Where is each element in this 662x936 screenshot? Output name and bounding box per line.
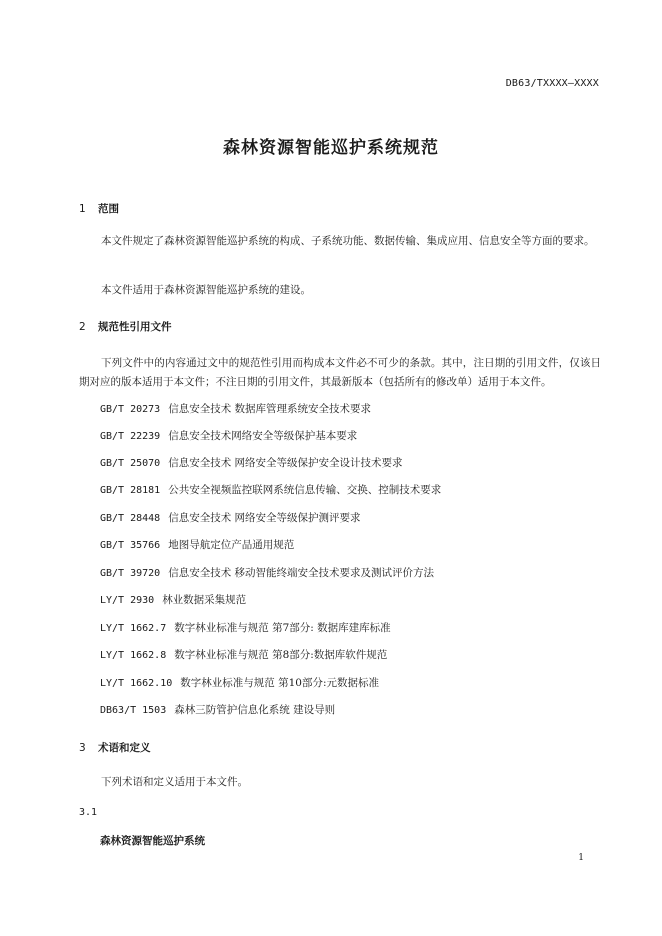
- reference-title: 信息安全技术 网络安全等级保护安全设计技术要求: [168, 457, 403, 469]
- term-name: 森林资源智能巡护系统: [100, 835, 205, 847]
- reference-item: [100, 482, 441, 497]
- reference-code: LY/T 1662.7: [100, 623, 167, 634]
- reference-code: GB/T 39720: [100, 568, 161, 579]
- section-heading-scope: [79, 201, 119, 216]
- reference-title: 数字林业标准与规范 第7部分: 数据库建库标准: [174, 622, 391, 634]
- section-number: 2: [79, 321, 86, 333]
- reference-item: [100, 592, 246, 607]
- reference-item: [100, 401, 371, 416]
- reference-item: [100, 537, 294, 552]
- reference-code: DB63/T 1503: [100, 705, 167, 716]
- reference-item: [100, 702, 335, 717]
- section-title: 范围: [98, 203, 119, 215]
- page-number: 1: [578, 853, 584, 863]
- reference-code: LY/T 1662.10: [100, 678, 173, 689]
- section-number: 1: [79, 203, 86, 215]
- reference-code: GB/T 35766: [100, 540, 161, 551]
- reference-title: 林业数据采集规范: [162, 594, 247, 606]
- reference-title: 信息安全技术 数据库管理系统安全技术要求: [168, 403, 372, 415]
- reference-code: LY/T 1662.8: [100, 650, 167, 661]
- reference-code: LY/T 2930: [100, 595, 155, 606]
- reference-title: 数字林业标准与规范 第10部分:元数据标准: [180, 677, 379, 689]
- reference-code: GB/T 28181: [100, 485, 161, 496]
- scope-paragraph-2: 本文件适用于森林资源智能巡护系统的建设。: [101, 284, 311, 296]
- terms-intro: 下列术语和定义适用于本文件。: [101, 776, 248, 788]
- reference-item: [100, 455, 403, 470]
- reference-title: 信息安全技术 网络安全等级保护测评要求: [168, 512, 361, 524]
- document-title: 森林资源智能巡护系统规范: [223, 138, 439, 158]
- section-title: 规范性引用文件: [98, 321, 172, 333]
- reference-item: [100, 647, 387, 662]
- reference-code: GB/T 28448: [100, 513, 161, 524]
- reference-title: 森林三防管护信息化系统 建设导则: [174, 704, 336, 716]
- reference-title: 公共安全视频监控联网系统信息传输、交换、控制技术要求: [168, 484, 442, 496]
- section-number: 3: [79, 742, 86, 754]
- clause-number: 3.1: [79, 807, 98, 818]
- reference-item: [100, 675, 379, 690]
- reference-item: [100, 428, 357, 443]
- reference-code: GB/T 20273: [100, 404, 161, 415]
- reference-item: [100, 510, 361, 525]
- section-title: 术语和定义: [98, 742, 151, 754]
- reference-code: GB/T 25070: [100, 458, 161, 469]
- reference-item: [100, 565, 434, 580]
- section-heading-normative-refs: [79, 319, 172, 334]
- scope-paragraph-1: 本文件规定了森林资源智能巡护系统的构成、子系统功能、数据传输、集成应用、信息安全等方面的要求。: [101, 235, 595, 247]
- document-code: DB63/TXXXX—XXXX: [505, 78, 599, 89]
- reference-title: 数字林业标准与规范 第8部分:数据库软件规范: [174, 649, 388, 661]
- reference-title: 信息安全技术 移动智能终端安全技术要求及测试评价方法: [168, 567, 435, 579]
- reference-title: 地图导航定位产品通用规范: [168, 539, 295, 551]
- reference-item: [100, 620, 391, 635]
- normative-refs-intro: 下列文件中的内容通过文中的规范性引用而构成本文件必不可少的条款。其中，注日期的引用文件，仅该日期对应的版本适用于本文件；不注日期的引用文件，其最新版本（包括所有的修改单）适用于本文件。: [79, 357, 601, 388]
- reference-title: 信息安全技术网络安全等级保护基本要求: [168, 430, 358, 442]
- reference-code: GB/T 22239: [100, 431, 161, 442]
- section-heading-terms: [79, 740, 151, 755]
